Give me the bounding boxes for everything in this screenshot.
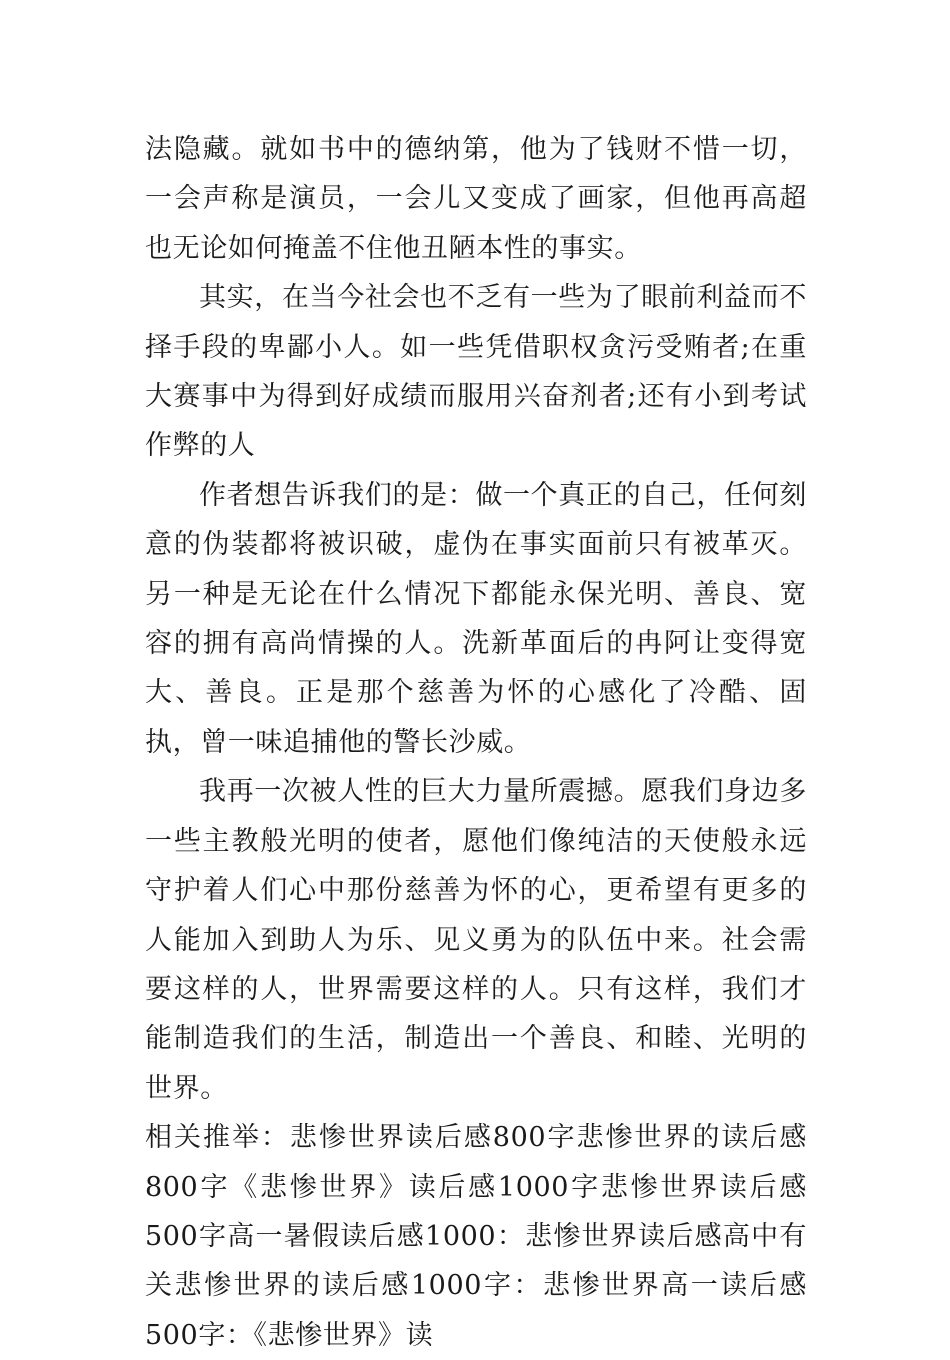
document-body [145, 125, 807, 1360]
related-recommendations: 相关推举：悲惨世界读后感800字悲惨世界的读后感800字《悲惨世界》读后感1000字悲惨世界读后感500字高一暑假读后感1000：悲惨世界读后感高中有关悲惨世界的读后感1000字：悲惨世界高一读后感500字：《悲惨世界》读 [145, 1122, 807, 1351]
paragraph-author-message: 作者想告诉我们的是：做一个真正的自己，任何刻意的伪装都将被识破，虚伪在事实面前只有被革灭。另一种是无论在什么情况下都能永保光明、善良、宽容的拥有高尚情操的人。洗新革面后的冉阿让变得宽大、善良。正是那个慈善为怀的心感化了冷酷、固执，曾一味追捕他的警长沙威。 [145, 479, 807, 758]
paragraph-continuation: 法隐藏。就如书中的德纳第，他为了钱财不惜一切，一会声称是演员，一会儿又变成了画家，但他再高超也无论如何掩盖不住他丑陋本性的事实。 [145, 134, 807, 264]
paragraph-society: 其实，在当今社会也不乏有一些为了眼前利益而不择手段的卑鄙小人。如一些凭借职权贪污受贿者;在重大赛事中为得到好成绩而服用兴奋剂者;还有小到考试作弊的人 [145, 282, 807, 462]
paragraph-conclusion: 我再一次被人性的巨大力量所震撼。愿我们身边多一些主教般光明的使者，愿他们像纯洁的天使般永远守护着人们心中那份慈善为怀的心，更希望有更多的人能加入到助人为乐、见义勇为的队伍中来。社会需要这样的人，世界需要这样的人。只有这样，我们才能制造我们的生活，制造出一个善良、和睦、光明的世界。 [145, 776, 807, 1104]
